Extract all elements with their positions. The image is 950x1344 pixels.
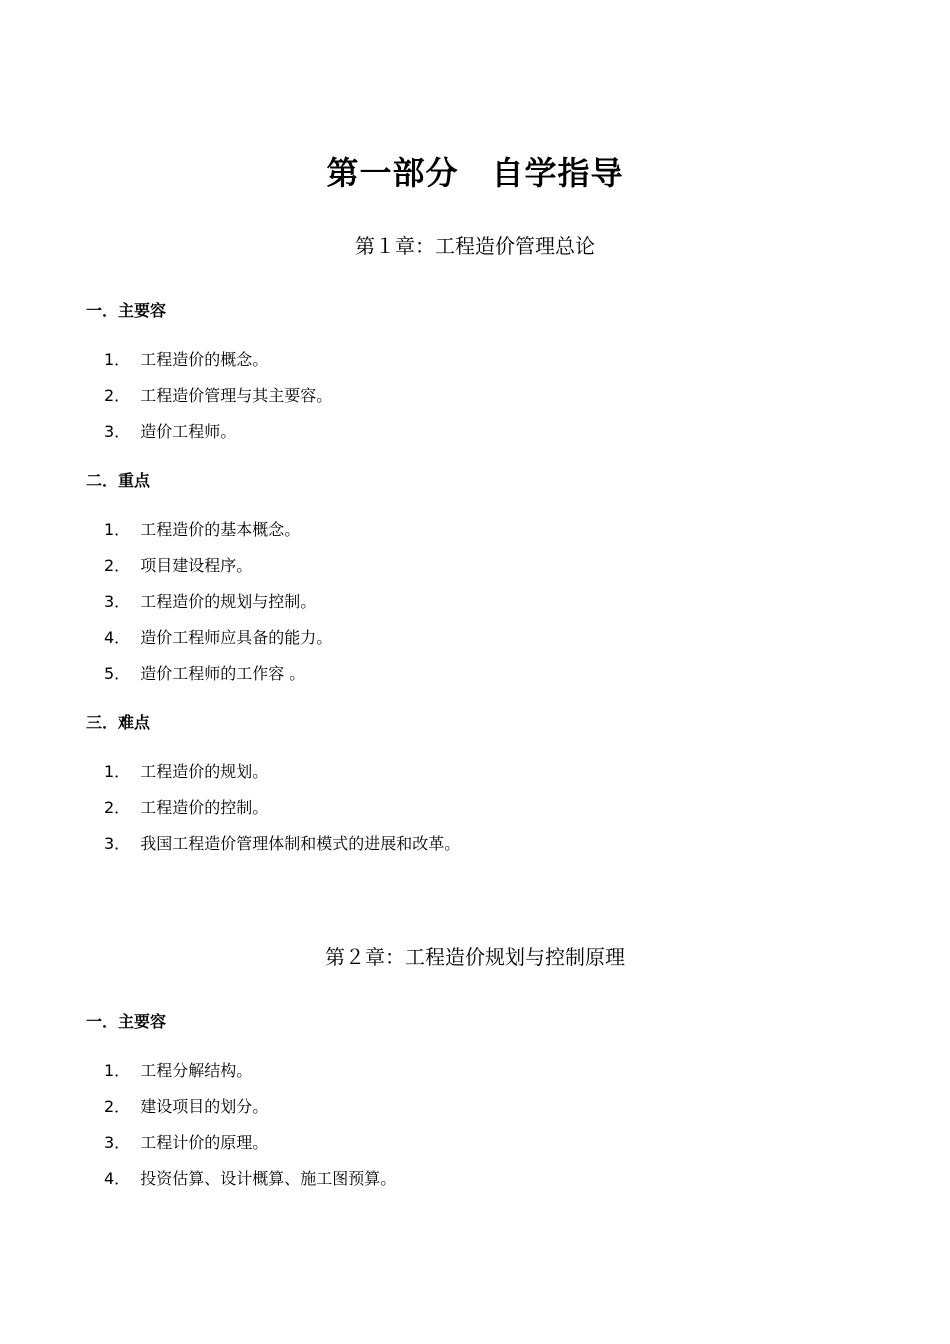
list-item <box>104 760 268 784</box>
item-text: 项目建设程序。 <box>140 556 253 575</box>
chapter-2-title: 第２章：工程造价规划与控制原理 <box>325 945 625 969</box>
item-text: 工程造价的规划与控制。 <box>140 592 317 611</box>
list-item <box>104 662 305 686</box>
item-number: 2． <box>104 386 131 405</box>
item-number: 1． <box>104 350 131 369</box>
item-number: 2． <box>104 1097 131 1116</box>
item-number: 3． <box>104 834 131 853</box>
list-item <box>104 626 332 650</box>
list-item <box>104 832 460 856</box>
list-item <box>104 796 268 820</box>
item-text: 工程造价的控制。 <box>140 798 269 817</box>
list-item <box>104 1131 268 1155</box>
item-number: 2． <box>104 798 131 817</box>
item-number: 5． <box>104 664 131 683</box>
chapter-1-section-key-points: 二．重点 <box>86 471 151 490</box>
item-number: 1． <box>104 520 131 539</box>
item-text: 工程造价的规划。 <box>140 762 269 781</box>
item-text: 造价工程师的工作容 。 <box>140 664 306 683</box>
chapter-2-section-main-content: 一．主要容 <box>86 1012 167 1031</box>
list-item <box>104 420 236 444</box>
chapter-1-title: 第１章：工程造价管理总论 <box>355 234 595 258</box>
item-text: 投资估算、设计概算、施工图预算。 <box>140 1169 397 1188</box>
item-text: 造价工程师。 <box>140 422 237 441</box>
item-number: 2． <box>104 556 131 575</box>
item-text: 工程分解结构。 <box>140 1061 253 1080</box>
item-text: 工程计价的原理。 <box>140 1133 269 1152</box>
page-title: 第一部分 自学指导 <box>326 154 624 192</box>
list-item <box>104 1059 252 1083</box>
item-number: 3． <box>104 1133 131 1152</box>
list-item <box>104 1095 268 1119</box>
item-text: 工程造价的概念。 <box>140 350 269 369</box>
list-item <box>104 384 332 408</box>
item-number: 4． <box>104 1169 131 1188</box>
item-text: 造价工程师应具备的能力。 <box>140 628 333 647</box>
list-item <box>104 1167 396 1191</box>
item-number: 3． <box>104 422 131 441</box>
item-text: 建设项目的划分。 <box>140 1097 269 1116</box>
item-text: 我国工程造价管理体制和模式的进展和改革。 <box>140 834 461 853</box>
chapter-1-section-difficulties: 三．难点 <box>86 713 151 732</box>
chapter-1-section-main-content: 一．主要容 <box>86 301 167 320</box>
item-number: 1． <box>104 762 131 781</box>
list-item <box>104 590 316 614</box>
list-item <box>104 348 268 372</box>
item-number: 4． <box>104 628 131 647</box>
item-number: 3． <box>104 592 131 611</box>
item-text: 工程造价的基本概念。 <box>140 520 301 539</box>
item-text: 工程造价管理与其主要容。 <box>140 386 333 405</box>
list-item <box>104 518 300 542</box>
list-item <box>104 554 252 578</box>
item-number: 1． <box>104 1061 131 1080</box>
